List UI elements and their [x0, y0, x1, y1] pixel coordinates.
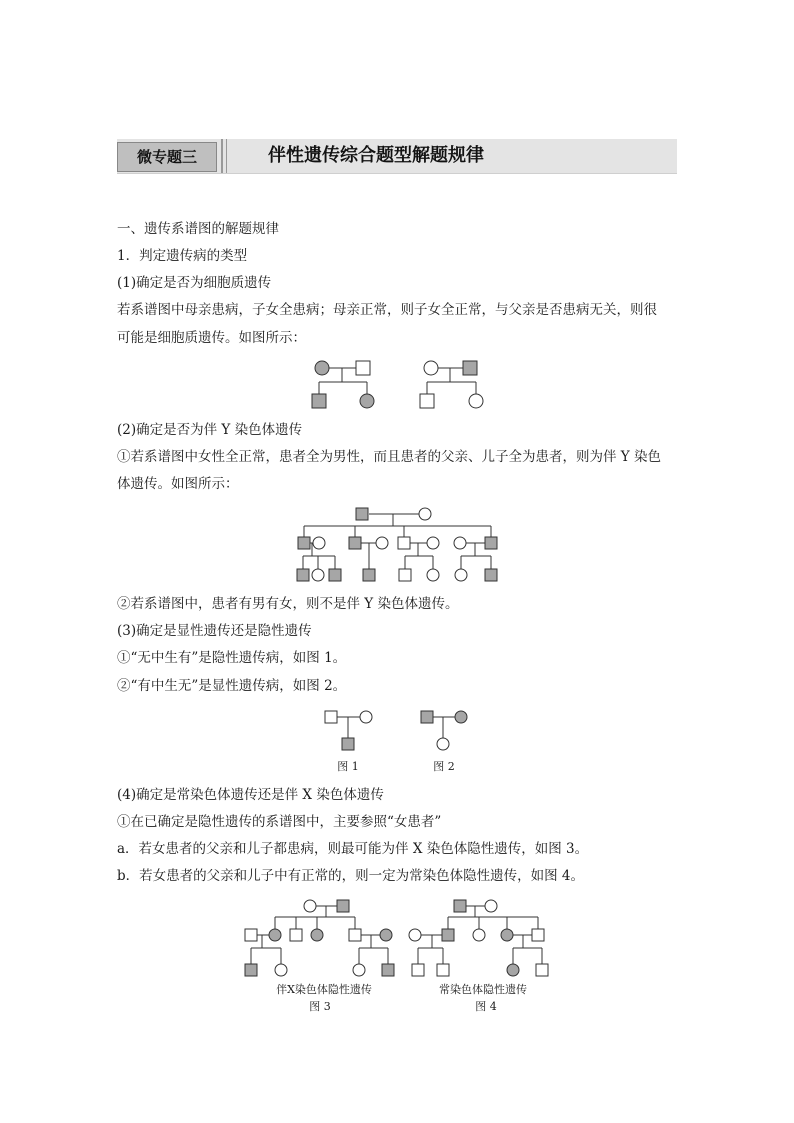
normal-female: [419, 508, 431, 520]
affected-male: [454, 900, 466, 912]
figure-title: 伴X染色体隐性遗传: [276, 983, 372, 996]
normal-female: [424, 361, 438, 375]
paragraph: 可能是细胞质遗传。如图所示：: [117, 330, 306, 346]
pedigree-fig3: [240, 895, 400, 979]
affected-female: [311, 929, 323, 941]
paragraph: 体遗传。如图所示：: [117, 476, 239, 492]
paragraph: (3)确定是显性遗传还是隐性遗传: [117, 623, 312, 639]
figure-caption: 图 2: [433, 760, 455, 773]
paragraph: (2)确定是否为伴 Y 染色体遗传: [117, 422, 303, 438]
pedigree-fig1: [325, 711, 372, 750]
normal-female: [409, 929, 421, 941]
normal-male: [532, 929, 544, 941]
affected-female: [380, 929, 392, 941]
affected-male: [337, 900, 349, 912]
paragraph: (1)确定是否为细胞质遗传: [117, 275, 272, 291]
normal-female: [275, 964, 287, 976]
normal-female: [427, 569, 439, 581]
normal-male: [398, 537, 410, 549]
subsection-heading: 1．判定遗传病的类型: [117, 248, 248, 264]
figure-title: 常染色体隐性遗传: [439, 983, 527, 996]
affected-male: [442, 929, 454, 941]
paragraph: ①在已确定是隐性遗传的系谱图中，主要参照“女患者”: [117, 814, 442, 830]
normal-female: [360, 711, 372, 723]
pedigree-fig2: [421, 711, 467, 750]
affected-male: [297, 569, 309, 581]
paragraph: a．若女患者的父亲和儿子都患病，则最可能为伴 X 染色体隐性遗传，如图 3。: [117, 841, 589, 857]
pedigree-fig4: [405, 895, 555, 979]
pedigree-fig1-fig2: [320, 705, 480, 757]
normal-male: [356, 361, 370, 375]
affected-female: [501, 929, 513, 941]
paragraph: 若系谱图中母亲患病，子女全患病；母亲正常，则子女全正常，与父亲是否患病无关，则很: [117, 302, 657, 318]
normal-male: [399, 569, 411, 581]
pedigree-right: [420, 361, 483, 408]
affected-male: [245, 964, 257, 976]
section-tag: 微专题三: [117, 142, 217, 172]
affected-male: [329, 569, 341, 581]
normal-male: [536, 964, 548, 976]
normal-male: [325, 711, 337, 723]
normal-female: [454, 537, 466, 549]
header-divider: [221, 139, 223, 173]
affected-male: [298, 537, 310, 549]
affected-male: [363, 569, 375, 581]
normal-male: [437, 964, 449, 976]
normal-female: [437, 738, 449, 750]
affected-male: [485, 537, 497, 549]
affected-male: [349, 537, 361, 549]
affected-male: [463, 361, 477, 375]
affected-female: [315, 361, 329, 375]
page-title: 伴性遗传综合题型解题规律: [268, 145, 484, 166]
normal-female: [485, 900, 497, 912]
paragraph: ①若系谱图中女性全正常，患者全为男性，而且患者的父亲、儿子全为患者，则为伴 Y 染色: [117, 449, 661, 465]
figure-caption: 图 3: [309, 1000, 331, 1013]
normal-male: [349, 929, 361, 941]
normal-female: [312, 569, 324, 581]
normal-female: [469, 394, 483, 408]
figure-caption: 图 4: [475, 1000, 497, 1013]
pedigree-left: [312, 361, 374, 408]
affected-male: [312, 394, 326, 408]
normal-female: [376, 537, 388, 549]
header-divider: [226, 139, 227, 173]
figure-caption: 图 1: [337, 760, 359, 773]
normal-male: [245, 929, 257, 941]
affected-female: [269, 929, 281, 941]
affected-male: [485, 569, 497, 581]
affected-male: [342, 738, 354, 750]
normal-male: [420, 394, 434, 408]
normal-male: [412, 964, 424, 976]
normal-female: [455, 569, 467, 581]
paragraph: ①“无中生有”是隐性遗传病，如图 1。: [117, 650, 347, 666]
normal-female: [427, 537, 439, 549]
normal-female: [304, 900, 316, 912]
paragraph: ②若系谱图中，患者有男有女，则不是伴 Y 染色体遗传。: [117, 596, 459, 612]
affected-male: [382, 964, 394, 976]
pedigree-y-linked: [290, 500, 510, 586]
normal-female: [353, 964, 365, 976]
paragraph: (4)确定是常染色体遗传还是伴 X 染色体遗传: [117, 787, 384, 803]
section-heading: 一、遗传系谱图的解题规律: [117, 221, 279, 237]
affected-male: [421, 711, 433, 723]
normal-male: [290, 929, 302, 941]
paragraph: ②“有中生无”是显性遗传病，如图 2。: [117, 678, 347, 694]
paragraph: b．若女患者的父亲和儿子中有正常的，则一定为常染色体隐性遗传，如图 4。: [117, 868, 585, 884]
affected-female: [507, 964, 519, 976]
header-underline: [117, 173, 677, 174]
affected-female: [455, 711, 467, 723]
pedigree-cytoplasmic: [300, 355, 500, 411]
affected-female: [360, 394, 374, 408]
affected-male: [356, 508, 368, 520]
normal-female: [313, 537, 325, 549]
normal-female: [473, 929, 485, 941]
